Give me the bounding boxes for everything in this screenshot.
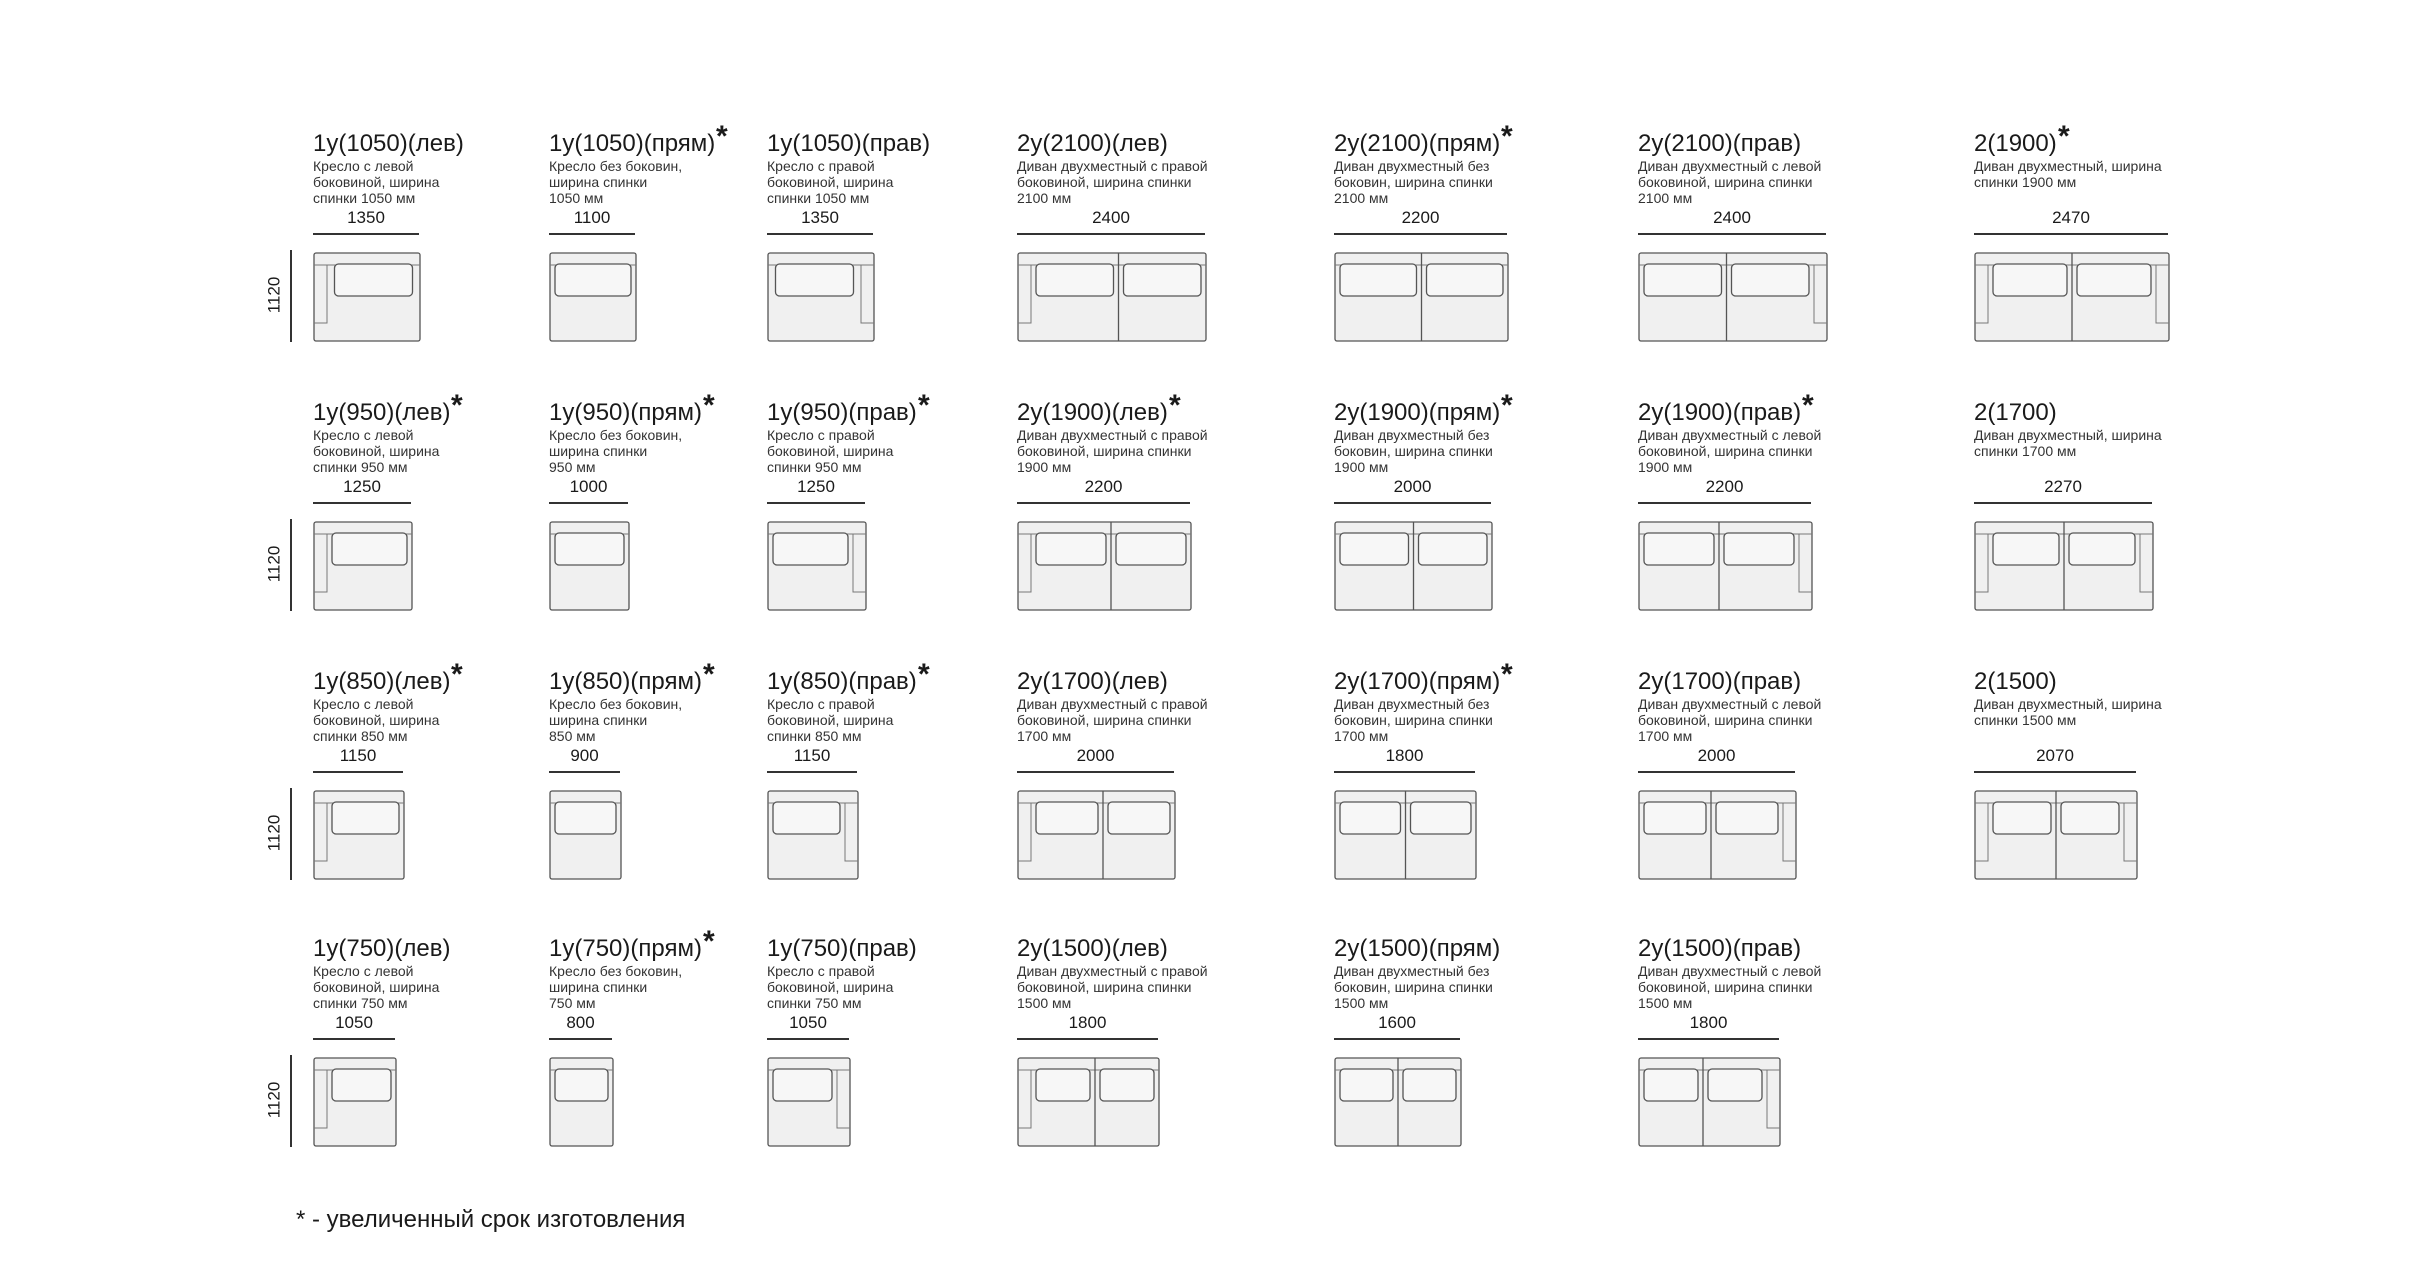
- module-plan-view: [1638, 1057, 1781, 1152]
- depth-dimension-line: [290, 1055, 292, 1147]
- module-description: Диван двухместный без боковин, ширина спинки 1700 мм: [1334, 696, 1493, 744]
- back-cushion: [555, 533, 624, 565]
- module-plan-view: [1017, 790, 1176, 885]
- back-cushion: [1732, 264, 1810, 296]
- drawing-group: [1975, 522, 2153, 610]
- drawing-group: [1975, 253, 2169, 341]
- module-description: Диван двухместный с правой боковиной, ширина спинки 2100 мм: [1017, 158, 1208, 206]
- back-cushion: [1036, 533, 1106, 565]
- width-dimension-label: 2470: [2052, 208, 2090, 227]
- module-plan-view: [313, 521, 413, 616]
- module-plan-view: [1974, 521, 2154, 616]
- back-cushion: [1724, 533, 1794, 565]
- drawing-group: [550, 1058, 613, 1146]
- width-dimension-line: [767, 502, 865, 504]
- module-title: 2(1500): [1974, 668, 2057, 695]
- width-dimension-line: [313, 1038, 395, 1040]
- module-description: Кресло с левой боковиной, ширина спинки 950 мм: [313, 427, 440, 475]
- width-dimension-label: 1350: [347, 208, 385, 227]
- drawing-group: [768, 253, 874, 341]
- back-cushion: [1124, 264, 1202, 296]
- module-drawing: [1974, 790, 2138, 880]
- module-title: 2у(1500)(прав): [1638, 935, 1802, 962]
- back-cushion: [332, 1069, 391, 1101]
- back-cushion: [773, 802, 840, 834]
- module-drawing: [549, 521, 630, 611]
- module-description: Диван двухместный с правой боковиной, ширина спинки 1700 мм: [1017, 696, 1208, 744]
- module-title: 2у(2100)(прям): [1334, 130, 1501, 157]
- drawing-group: [1018, 1058, 1159, 1146]
- drawing-group: [314, 1058, 396, 1146]
- depth-dimension-line: [290, 519, 292, 611]
- back-cushion: [773, 533, 848, 565]
- module-description: Кресло без боковин, ширина спинки 850 мм: [549, 696, 683, 744]
- module-plan-view: [1017, 521, 1192, 616]
- drawing-group: [1975, 791, 2137, 879]
- drawing-group: [768, 522, 866, 610]
- width-dimension-line: [1334, 1038, 1460, 1040]
- module-drawing: [313, 790, 405, 880]
- module-drawing: [313, 252, 421, 342]
- module-plan-view: [313, 252, 421, 347]
- module-title: 2(1700): [1974, 399, 2057, 426]
- extended-lead-time-asterisk: *: [1501, 658, 1513, 691]
- module-title: 2у(1900)(прям): [1334, 399, 1501, 426]
- width-dimension-line: [313, 771, 403, 773]
- module-description: Кресло без боковин, ширина спинки 1050 мм: [549, 158, 683, 206]
- module-drawing: [767, 252, 875, 342]
- module-drawing: [1638, 790, 1797, 880]
- extended-lead-time-asterisk: *: [918, 658, 930, 691]
- module-drawing: [767, 790, 859, 880]
- width-dimension-label: 1050: [789, 1013, 827, 1032]
- module-description: Диван двухместный без боковин, ширина спинки 1900 мм: [1334, 427, 1493, 475]
- module-plan-view: [1974, 252, 2170, 347]
- drawing-group: [314, 522, 412, 610]
- module-title: 1у(950)(прав): [767, 399, 917, 426]
- module-drawing: [1017, 252, 1207, 342]
- width-dimension-label: 1250: [797, 477, 835, 496]
- module-plan-view: [1017, 1057, 1160, 1152]
- width-dimension-line: [549, 771, 620, 773]
- module-drawing: [1017, 521, 1192, 611]
- module-description: Кресло без боковин, ширина спинки 750 мм: [549, 963, 683, 1011]
- drawing-group: [1639, 1058, 1780, 1146]
- back-cushion: [332, 802, 399, 834]
- drawing-group: [1639, 791, 1796, 879]
- module-title: 2у(1700)(лев): [1017, 668, 1168, 695]
- module-drawing: [1638, 252, 1828, 342]
- module-plan-view: [767, 252, 875, 347]
- module-title: 2у(1500)(лев): [1017, 935, 1168, 962]
- width-dimension-label: 1350: [801, 208, 839, 227]
- module-title: 1у(1050)(прав): [767, 130, 931, 157]
- module-plan-view: [1334, 790, 1477, 885]
- back-cushion: [2069, 533, 2135, 565]
- module-plan-view: [549, 521, 630, 616]
- width-dimension-line: [1334, 502, 1491, 504]
- module-title: 1у(950)(прям): [549, 399, 702, 426]
- back-cushion: [1411, 802, 1472, 834]
- drawing-group: [1335, 1058, 1461, 1146]
- back-cushion: [1036, 1069, 1090, 1101]
- width-dimension-line: [1638, 1038, 1779, 1040]
- width-dimension-line: [1334, 771, 1475, 773]
- module-title: 1у(750)(прав): [767, 935, 917, 962]
- module-drawing: [1974, 521, 2154, 611]
- drawing-group: [314, 791, 404, 879]
- back-cushion: [776, 264, 854, 296]
- depth-dimension-line: [290, 788, 292, 880]
- module-plan-view: [549, 1057, 614, 1152]
- module-description: Диван двухместный с левой боковиной, ширина спинки 1500 мм: [1638, 963, 1822, 1011]
- module-description: Кресло с правой боковиной, ширина спинки 750 мм: [767, 963, 894, 1011]
- width-dimension-label: 1050: [335, 1013, 373, 1032]
- module-drawing: [1017, 790, 1176, 880]
- depth-dimension-line: [290, 250, 292, 342]
- module-title: 1у(1050)(прям): [549, 130, 716, 157]
- module-description: Диван двухместный, ширина спинки 1900 мм: [1974, 158, 2162, 190]
- module-drawing: [1334, 521, 1493, 611]
- extended-lead-time-asterisk: *: [1501, 389, 1513, 422]
- width-dimension-label: 1100: [573, 208, 611, 227]
- module-description: Диван двухместный с правой боковиной, ширина спинки 1900 мм: [1017, 427, 1208, 475]
- module-drawing: [1017, 1057, 1160, 1147]
- width-dimension-label: 2000: [1393, 477, 1432, 496]
- module-description: Диван двухместный с правой боковиной, ширина спинки 1500 мм: [1017, 963, 1208, 1011]
- width-dimension-line: [1638, 233, 1826, 235]
- back-cushion: [1427, 264, 1504, 296]
- back-cushion: [1644, 1069, 1698, 1101]
- module-drawing: [1974, 252, 2170, 342]
- module-plan-view: [1638, 252, 1828, 347]
- width-dimension-line: [313, 233, 419, 235]
- module-description: Кресло без боковин, ширина спинки 950 мм: [549, 427, 683, 475]
- drawing-group: [768, 791, 858, 879]
- depth-dimension-label: 1120: [264, 276, 284, 314]
- module-title: 1у(850)(лев): [313, 668, 451, 695]
- module-drawing: [1334, 790, 1477, 880]
- module-description: Диван двухместный с левой боковиной, ширина спинки 1900 мм: [1638, 427, 1822, 475]
- footnote: * - увеличенный срок изготовления: [296, 1206, 686, 1233]
- extended-lead-time-asterisk: *: [1802, 389, 1814, 422]
- drawing-group: [1335, 522, 1492, 610]
- module-description: Диван двухместный, ширина спинки 1700 мм: [1974, 427, 2162, 459]
- extended-lead-time-asterisk: *: [703, 658, 715, 691]
- width-dimension-label: 2000: [1697, 746, 1736, 765]
- extended-lead-time-asterisk: *: [451, 389, 463, 422]
- module-drawing: [1334, 252, 1509, 342]
- drawing-group: [314, 253, 420, 341]
- width-dimension-line: [1017, 771, 1174, 773]
- module-title: 1у(750)(лев): [313, 935, 451, 962]
- depth-dimension-label: 1120: [264, 814, 284, 852]
- module-plan-view: [549, 252, 637, 347]
- extended-lead-time-asterisk: *: [2058, 120, 2070, 153]
- back-cushion: [555, 802, 616, 834]
- extended-lead-time-asterisk: *: [703, 389, 715, 422]
- module-description: Кресло с правой боковиной, ширина спинки 850 мм: [767, 696, 894, 744]
- back-cushion: [1644, 802, 1706, 834]
- drawing-group: [1018, 522, 1191, 610]
- width-dimension-line: [1017, 1038, 1158, 1040]
- drawing-group: [768, 1058, 850, 1146]
- module-description: Диван двухместный, ширина спинки 1500 мм: [1974, 696, 2162, 728]
- width-dimension-label: 1150: [339, 746, 377, 765]
- back-cushion: [1993, 264, 2067, 296]
- back-cushion: [1644, 264, 1722, 296]
- module-drawing: [767, 1057, 851, 1147]
- back-cushion: [1340, 264, 1417, 296]
- drawing-group: [1335, 253, 1508, 341]
- width-dimension-label: 1600: [1378, 1013, 1416, 1032]
- drawing-group: [1018, 253, 1206, 341]
- width-dimension-line: [549, 502, 628, 504]
- width-dimension-line: [767, 1038, 849, 1040]
- drawing-group: [550, 791, 621, 879]
- extended-lead-time-asterisk: *: [451, 658, 463, 691]
- width-dimension-label: 2270: [2044, 477, 2082, 496]
- module-drawing: [767, 521, 867, 611]
- module-title: 1у(1050)(лев): [313, 130, 464, 157]
- module-title: 2у(1500)(прям): [1334, 935, 1501, 962]
- module-title: 2у(1900)(лев): [1017, 399, 1168, 426]
- back-cushion: [1108, 802, 1170, 834]
- module-title: 2у(2100)(прав): [1638, 130, 1802, 157]
- back-cushion: [1036, 802, 1098, 834]
- back-cushion: [773, 1069, 832, 1101]
- back-cushion: [1716, 802, 1778, 834]
- module-drawing: [549, 790, 622, 880]
- drawing-group: [550, 253, 636, 341]
- back-cushion: [555, 1069, 608, 1101]
- width-dimension-line: [1334, 233, 1507, 235]
- module-plan-view: [1017, 252, 1207, 347]
- module-plan-view: [313, 790, 405, 885]
- module-plan-view: [313, 1057, 397, 1152]
- width-dimension-label: 1150: [793, 746, 831, 765]
- back-cushion: [1403, 1069, 1456, 1101]
- module-description: Диван двухместный с левой боковиной, ширина спинки 2100 мм: [1638, 158, 1822, 206]
- drawing-group: [1335, 791, 1476, 879]
- back-cushion: [1340, 802, 1401, 834]
- width-dimension-label: 2400: [1092, 208, 1130, 227]
- back-cushion: [332, 533, 407, 565]
- drawing-group: [1018, 791, 1175, 879]
- module-title: 2(1900): [1974, 130, 2057, 157]
- module-plan-view: [1334, 252, 1509, 347]
- module-drawing: [549, 1057, 614, 1147]
- module-drawing: [549, 252, 637, 342]
- drawing-group: [1639, 522, 1812, 610]
- width-dimension-label: 2200: [1401, 208, 1440, 227]
- extended-lead-time-asterisk: *: [918, 389, 930, 422]
- back-cushion: [1993, 802, 2051, 834]
- width-dimension-label: 1250: [343, 477, 381, 496]
- module-plan-view: [1638, 790, 1797, 885]
- back-cushion: [1644, 533, 1714, 565]
- width-dimension-label: 800: [566, 1013, 595, 1032]
- extended-lead-time-asterisk: *: [716, 120, 728, 153]
- module-description: Кресло с левой боковиной, ширина спинки 750 мм: [313, 963, 440, 1011]
- module-plan-view: [1334, 521, 1493, 616]
- width-dimension-line: [549, 1038, 612, 1040]
- back-cushion: [1036, 264, 1114, 296]
- module-plan-view: [767, 790, 859, 885]
- module-description: Кресло с левой боковиной, ширина спинки 850 мм: [313, 696, 440, 744]
- width-dimension-label: 2200: [1084, 477, 1123, 496]
- module-title: 1у(850)(прям): [549, 668, 702, 695]
- back-cushion: [2061, 802, 2119, 834]
- width-dimension-line: [1017, 233, 1205, 235]
- width-dimension-line: [549, 233, 635, 235]
- back-cushion: [335, 264, 413, 296]
- module-description: Кресло с левой боковиной, ширина спинки 1050 мм: [313, 158, 440, 206]
- width-dimension-label: 2400: [1713, 208, 1751, 227]
- back-cushion: [555, 264, 631, 296]
- module-title: 2у(2100)(лев): [1017, 130, 1168, 157]
- width-dimension-label: 1800: [1689, 1013, 1728, 1032]
- module-description: Диван двухместный без боковин, ширина спинки 1500 мм: [1334, 963, 1493, 1011]
- module-description: Кресло с правой боковиной, ширина спинки 1050 мм: [767, 158, 894, 206]
- width-dimension-label: 2000: [1076, 746, 1115, 765]
- width-dimension-line: [767, 771, 857, 773]
- module-title: 1у(850)(прав): [767, 668, 917, 695]
- back-cushion: [1340, 1069, 1393, 1101]
- module-plan-view: [1638, 521, 1813, 616]
- width-dimension-label: 1800: [1385, 746, 1424, 765]
- back-cushion: [1340, 533, 1409, 565]
- module-plan-view: [549, 790, 622, 885]
- width-dimension-label: 1800: [1068, 1013, 1107, 1032]
- width-dimension-line: [767, 233, 873, 235]
- width-dimension-label: 900: [570, 746, 599, 765]
- module-plan-view: [767, 1057, 851, 1152]
- back-cushion: [2077, 264, 2151, 296]
- module-plan-view: [1334, 1057, 1462, 1152]
- drawing-group: [550, 522, 629, 610]
- width-dimension-line: [1638, 502, 1811, 504]
- width-dimension-label: 2070: [2036, 746, 2074, 765]
- module-title: 2у(1900)(прав): [1638, 399, 1802, 426]
- module-description: Диван двухместный с левой боковиной, ширина спинки 1700 мм: [1638, 696, 1822, 744]
- module-title: 1у(750)(прям): [549, 935, 702, 962]
- extended-lead-time-asterisk: *: [1169, 389, 1181, 422]
- back-cushion: [1708, 1069, 1762, 1101]
- back-cushion: [1419, 533, 1488, 565]
- module-title: 2у(1700)(прав): [1638, 668, 1802, 695]
- width-dimension-line: [1974, 502, 2152, 504]
- depth-dimension-label: 1120: [264, 1081, 284, 1119]
- module-drawing: [313, 1057, 397, 1147]
- drawing-group: [1639, 253, 1827, 341]
- module-title: 2у(1700)(прям): [1334, 668, 1501, 695]
- width-dimension-line: [313, 502, 411, 504]
- width-dimension-label: 1000: [569, 477, 608, 496]
- module-plan-view: [767, 521, 867, 616]
- module-drawing: [1638, 1057, 1781, 1147]
- width-dimension-label: 2200: [1705, 477, 1744, 496]
- module-plan-view: [1974, 790, 2138, 885]
- module-title: 1у(950)(лев): [313, 399, 451, 426]
- module-description: Диван двухместный без боковин, ширина спинки 2100 мм: [1334, 158, 1493, 206]
- width-dimension-line: [1017, 502, 1190, 504]
- back-cushion: [1116, 533, 1186, 565]
- width-dimension-line: [1638, 771, 1795, 773]
- module-drawing: [1334, 1057, 1462, 1147]
- module-drawing: [1638, 521, 1813, 611]
- module-description: Кресло с правой боковиной, ширина спинки 950 мм: [767, 427, 894, 475]
- extended-lead-time-asterisk: *: [1501, 120, 1513, 153]
- width-dimension-line: [1974, 771, 2136, 773]
- back-cushion: [1100, 1069, 1154, 1101]
- extended-lead-time-asterisk: *: [703, 925, 715, 958]
- module-drawing: [313, 521, 413, 611]
- back-cushion: [1993, 533, 2059, 565]
- width-dimension-line: [1974, 233, 2168, 235]
- depth-dimension-label: 1120: [264, 545, 284, 583]
